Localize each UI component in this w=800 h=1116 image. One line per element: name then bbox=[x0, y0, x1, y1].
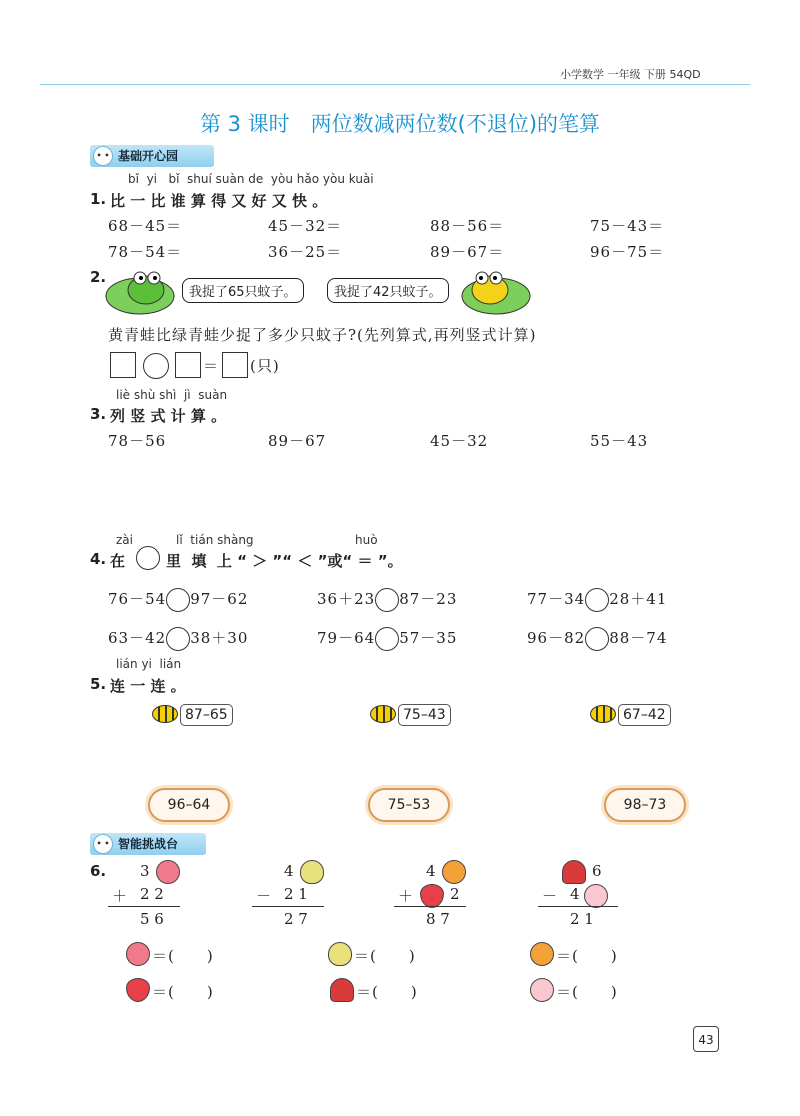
yellow-frog-icon bbox=[456, 266, 532, 316]
q4-pinyin: zài bbox=[116, 533, 133, 547]
q6-number: 6. bbox=[90, 862, 107, 880]
q5-number: 5. bbox=[90, 675, 107, 693]
compare-left: 77－34 bbox=[527, 590, 586, 608]
compare-item bbox=[317, 588, 457, 612]
section-challenge-label: 智能挑战台 bbox=[118, 837, 179, 851]
p3-bottom: 2 bbox=[450, 885, 460, 903]
p2-top: 4 bbox=[284, 862, 294, 880]
q3-item: 78－56 bbox=[108, 432, 167, 450]
compare-left: 79－64 bbox=[317, 629, 376, 647]
compare-circle[interactable] bbox=[166, 588, 190, 612]
q4-pinyin: lǐ tián shàng bbox=[176, 533, 254, 547]
flower-card[interactable]: 96–64 bbox=[148, 788, 230, 822]
compare-right: 88－74 bbox=[609, 629, 668, 647]
q5-text: 连 一 连 。 bbox=[110, 677, 186, 695]
mushroom-answer[interactable]: ＝( ) bbox=[356, 983, 418, 1001]
compare-right: 57－35 bbox=[399, 629, 458, 647]
strawberry-icon bbox=[420, 884, 444, 908]
peach-answer[interactable]: ＝( ) bbox=[556, 983, 618, 1001]
q4-number: 4. bbox=[90, 550, 107, 568]
compare-circle-sample bbox=[136, 546, 160, 570]
compare-item bbox=[108, 627, 248, 651]
p4-op: － bbox=[542, 887, 558, 905]
bear-icon: • • bbox=[93, 834, 113, 854]
p1-result: 5 6 bbox=[140, 910, 164, 928]
q4-pinyin: huò bbox=[355, 533, 378, 547]
compare-right: 38＋30 bbox=[190, 629, 249, 647]
bee-icon bbox=[590, 705, 616, 723]
compare-left: 63－42 bbox=[108, 629, 167, 647]
q3-item: 89－67 bbox=[268, 432, 327, 450]
q1-eq: 96－75＝ bbox=[590, 243, 665, 261]
compare-item bbox=[527, 627, 667, 651]
section-basic-label: 基础开心园 bbox=[118, 149, 179, 163]
compare-item bbox=[108, 588, 248, 612]
flower-card[interactable]: 75–53 bbox=[368, 788, 450, 822]
compare-circle[interactable] bbox=[585, 588, 609, 612]
green-frog-bubble: 我捉了65只蚊子。 bbox=[182, 278, 304, 303]
compare-circle[interactable] bbox=[166, 627, 190, 651]
compare-circle[interactable] bbox=[585, 627, 609, 651]
strawberry-answer[interactable]: ＝( ) bbox=[152, 983, 214, 1001]
orange-icon bbox=[442, 860, 466, 884]
bee-card[interactable]: 75–43 bbox=[398, 704, 451, 726]
q3-item: 55－43 bbox=[590, 432, 649, 450]
compare-left: 96－82 bbox=[527, 629, 586, 647]
answer-box[interactable] bbox=[222, 352, 248, 378]
compare-circle[interactable] bbox=[375, 627, 399, 651]
p2-result: 2 7 bbox=[284, 910, 308, 928]
mushroom-icon bbox=[562, 860, 586, 884]
q2-question: 黄青蛙比绿青蛙少捉了多少只蚊子?(先列算式,再列竖式计算) bbox=[108, 326, 537, 344]
p4-line bbox=[538, 906, 618, 907]
q4-text-b: 里 填 上 “ ＞ ”“ ＜ ”或“ ＝ ”。 bbox=[166, 552, 403, 570]
compare-left: 76－54 bbox=[108, 590, 167, 608]
apple-answer[interactable]: ＝( ) bbox=[152, 947, 214, 965]
p3-op: ＋ bbox=[398, 887, 414, 905]
flower-card[interactable]: 98–73 bbox=[604, 788, 686, 822]
q1-eq: 89－67＝ bbox=[430, 243, 505, 261]
p4-result: 2 1 bbox=[570, 910, 594, 928]
peach-icon bbox=[530, 978, 554, 1002]
q4-text-a: 在 bbox=[110, 552, 126, 570]
compare-left: 36＋23 bbox=[317, 590, 376, 608]
equals-sign: ＝ bbox=[203, 357, 220, 375]
p1-bottom: 2 2 bbox=[140, 885, 164, 903]
q3-item: 45－32 bbox=[430, 432, 489, 450]
compare-item bbox=[317, 627, 457, 651]
q1-text: 比 一 比 谁 算 得 又 好 又 快 。 bbox=[110, 192, 328, 210]
p4-top: 6 bbox=[592, 862, 602, 880]
apple-icon bbox=[156, 860, 180, 884]
p1-line bbox=[108, 906, 180, 907]
q2-number: 2. bbox=[90, 268, 107, 286]
q3-number: 3. bbox=[90, 405, 107, 423]
q3-text: 列 竖 式 计 算 。 bbox=[110, 407, 227, 425]
section-badge-basic bbox=[90, 145, 214, 167]
orange-icon bbox=[530, 942, 554, 966]
p1-top: 3 bbox=[140, 862, 150, 880]
lesson-title: 第 3 课时 两位数减两位数(不退位)的笔算 bbox=[199, 112, 601, 136]
green-frog-icon bbox=[104, 266, 180, 316]
unit-label: (只) bbox=[250, 357, 280, 375]
p2-line bbox=[252, 906, 324, 907]
pear-answer[interactable]: ＝( ) bbox=[354, 947, 416, 965]
q1-pinyin: bǐ yi bǐ shuí suàn de yòu hǎo yòu kuài bbox=[128, 172, 374, 186]
p2-op: － bbox=[256, 887, 272, 905]
compare-item bbox=[527, 588, 667, 612]
answer-box[interactable] bbox=[175, 352, 201, 378]
bee-icon bbox=[370, 705, 396, 723]
p3-result: 8 7 bbox=[426, 910, 450, 928]
q1-eq: 88－56＝ bbox=[430, 217, 505, 235]
p3-line bbox=[394, 906, 466, 907]
q1-eq: 75－43＝ bbox=[590, 217, 665, 235]
compare-right: 87－23 bbox=[399, 590, 458, 608]
strawberry-icon bbox=[126, 978, 150, 1002]
q1-eq: 68－45＝ bbox=[108, 217, 183, 235]
bee-card[interactable]: 67–42 bbox=[618, 704, 671, 726]
book-header: 小学数学 一年级 下册 54QD bbox=[560, 68, 701, 81]
page-number: 43 bbox=[693, 1026, 719, 1052]
p2-bottom: 2 1 bbox=[284, 885, 308, 903]
q1-eq: 45－32＝ bbox=[268, 217, 343, 235]
header-rule bbox=[40, 84, 750, 85]
q1-number: 1. bbox=[90, 190, 107, 208]
q1-eq: 36－25＝ bbox=[268, 243, 343, 261]
pear-icon bbox=[328, 942, 352, 966]
compare-right: 97－62 bbox=[190, 590, 249, 608]
p4-bottom: 4 bbox=[570, 885, 580, 903]
operator-circle[interactable] bbox=[143, 353, 169, 379]
section-badge-challenge bbox=[90, 833, 206, 855]
pear-icon bbox=[300, 860, 324, 884]
p1-op: ＋ bbox=[112, 887, 128, 905]
apple-icon bbox=[126, 942, 150, 966]
compare-circle[interactable] bbox=[375, 588, 399, 612]
answer-box[interactable] bbox=[110, 352, 136, 378]
orange-answer[interactable]: ＝( ) bbox=[556, 947, 618, 965]
q3-pinyin: liè shù shì jì suàn bbox=[116, 388, 228, 402]
q1-eq: 78－54＝ bbox=[108, 243, 183, 261]
bee-card[interactable]: 87–65 bbox=[180, 704, 233, 726]
q5-pinyin: lián yi lián bbox=[116, 657, 182, 671]
mushroom-icon bbox=[330, 978, 354, 1002]
yellow-frog-bubble: 我捉了42只蚊子。 bbox=[327, 278, 449, 303]
bear-icon: • • bbox=[93, 146, 113, 166]
peach-icon bbox=[584, 884, 608, 908]
compare-right: 28＋41 bbox=[609, 590, 668, 608]
bee-icon bbox=[152, 705, 178, 723]
p3-top: 4 bbox=[426, 862, 436, 880]
